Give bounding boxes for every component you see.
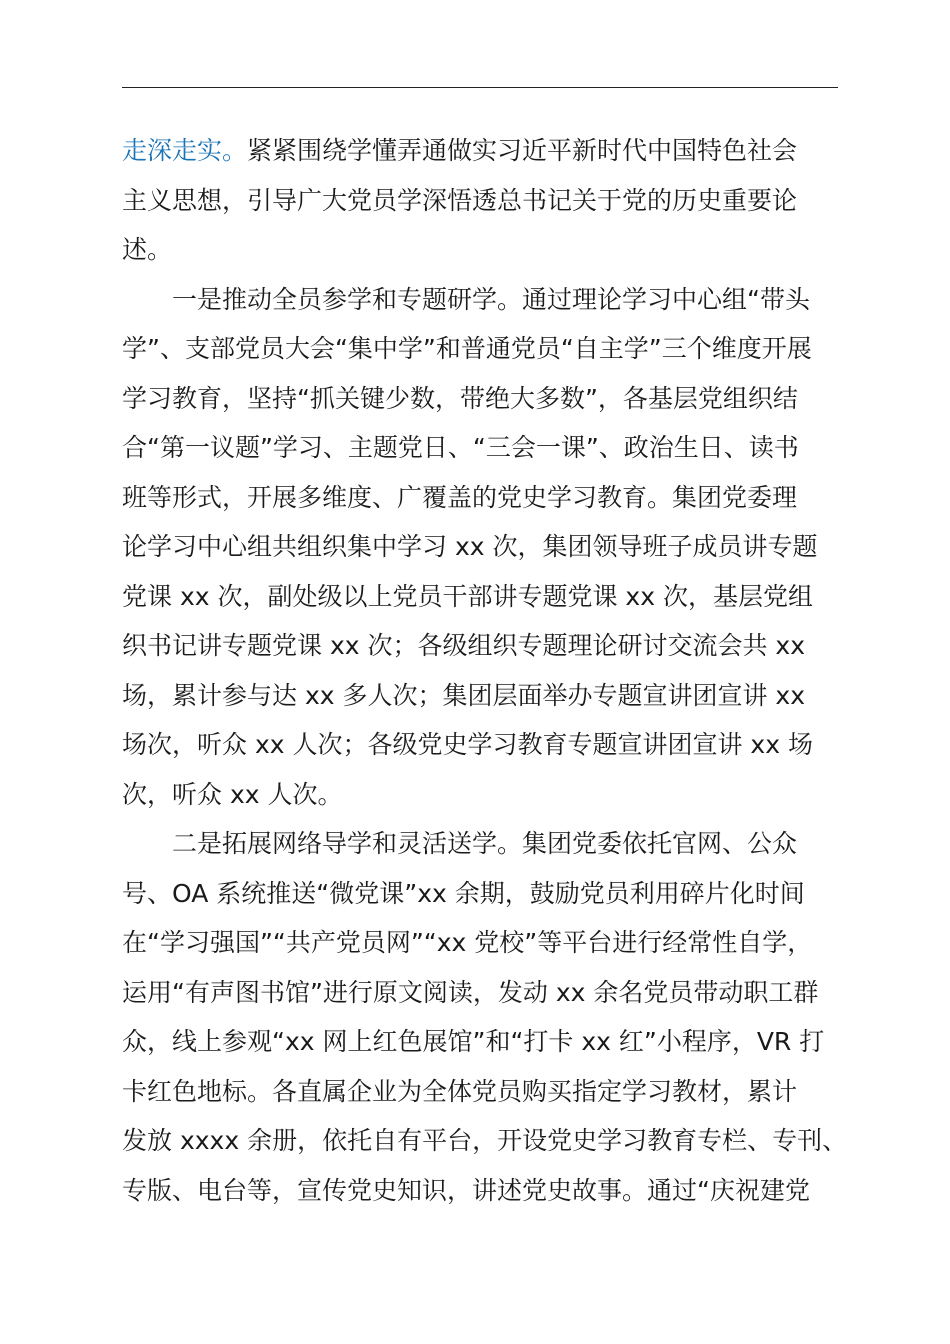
header-rule (122, 87, 838, 88)
text-line: 合“第一议题”学习、主题党日、“三会一课”、政治生日、读书 (122, 433, 799, 462)
text-line: 专版、电台等，宣传党史知识，讲述党史故事。通过“庆祝建党 (122, 1175, 810, 1205)
paragraph-first-line: 一是推动全员参学和专题研学。通过理论学习中心组“带头 (172, 284, 810, 314)
document-body (122, 126, 848, 1215)
text-line: 学”、支部党员大会“集中学”和普通党员“自主学”三个维度开展 (122, 334, 812, 363)
text-line: 在“学习强国”“共产党员网”“xx 党校”等平台进行经常性自学， (122, 928, 813, 957)
text-line: 号、OA 系统推送“微党课”xx 余期，鼓励党员利用碎片化时间 (122, 878, 805, 908)
text-line: 场，累计参与达 xx 多人次；集团层面举办专题宣讲团宣讲 xx (122, 680, 806, 710)
text-line: 党课 xx 次，副处级以上党员干部讲专题党课 xx 次，基层党组 (122, 581, 813, 611)
text-line: 场次，听众 xx 人次；各级党史学习教育专题宣讲团宣讲 xx 场 (122, 730, 813, 759)
text-line: 运用“有声图书馆”进行原文阅读，发动 xx 余名党员带动职工群 (122, 977, 819, 1007)
text-line: 主义思想，引导广大党员学深悟透总书记关于党的历史重要论 (122, 185, 798, 215)
text-line: 班等形式，开展多维度、广覆盖的党史学习教育。集团党委理 (122, 482, 798, 512)
text-line: 众，线上参观“xx 网上红色展馆”和“打卡 xx 红”小程序，VR 打 (122, 1027, 825, 1056)
text-line: 发放 xxxx 余册，依托自有平台，开设党史学习教育专栏、专刊、 (122, 1126, 848, 1155)
text-line: 述。 (122, 235, 173, 264)
paragraph-first-line: 二是拓展网络导学和灵活送学。集团党委依托官网、公众 (172, 829, 798, 858)
text-line: 卡红色地标。各直属企业为全体党员购买指定学习教材，累计 (122, 1076, 798, 1106)
text-line: 学习教育，坚持“抓关键少数，带绝大多数”，各基层党组织结 (122, 383, 798, 413)
text-line: 织书记讲专题党课 xx 次；各级组织专题理论研讨交流会共 xx (122, 631, 806, 660)
text-line: 次，听众 xx 人次。 (122, 779, 343, 809)
text-line (122, 126, 838, 176)
text-span: 紧紧围绕学懂弄通做实习近平新时代中国特色社会 (247, 136, 798, 165)
highlight-text: 走深走实。 (122, 136, 248, 165)
text-line: 论学习中心组共组织集中学习 xx 次，集团领导班子成员讲专题 (122, 532, 818, 561)
